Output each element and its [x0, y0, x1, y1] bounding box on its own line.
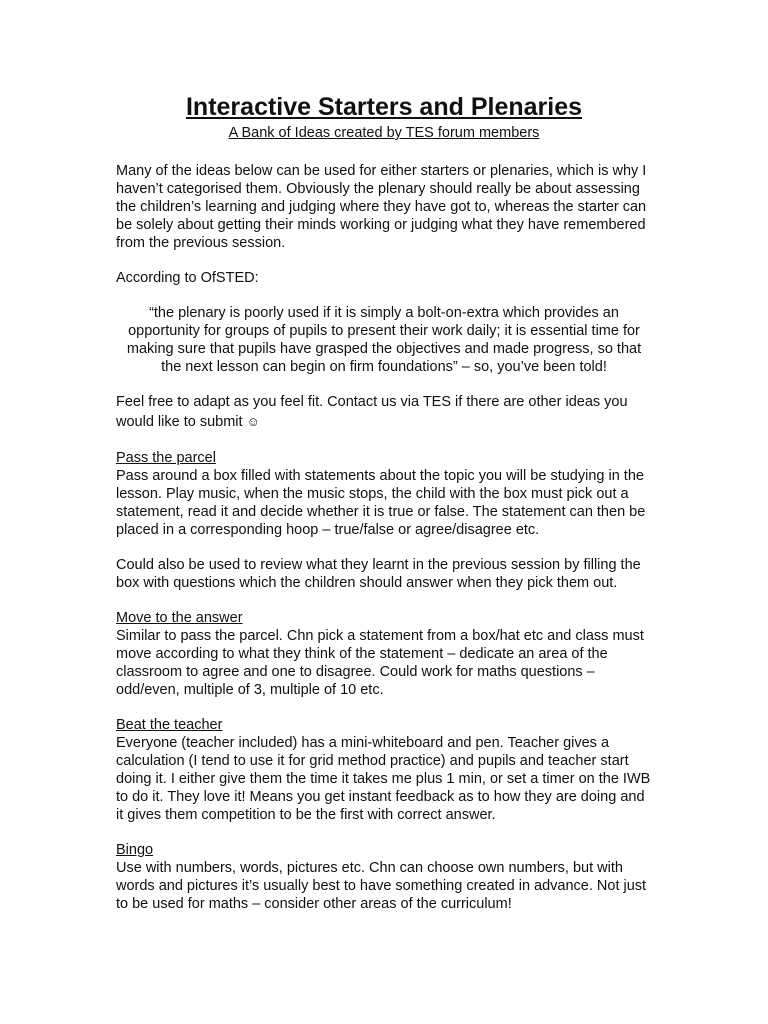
intro-paragraph: Many of the ideas below can be used for either starters or plenaries, which is why I haven’t categorised them. Obviously the plenary should really be about assessing the children’s learning and judging where they have got to, whereas the starter can be solely about getting their minds working or judging what they have remembered from the previous session.: [116, 163, 647, 251]
section-heading-bingo: Bingo: [116, 842, 154, 858]
section-paragraph: Pass around a box filled with statements about the topic you will be studying in the lesson. Play music, when the music stops, the child with the box must pick out a statement, read it and decide whether it is true or false. The statement can then be placed in a corresponding hoop – true/false or agree/disagree etc.: [116, 468, 646, 538]
section-paragraph: Could also be used to review what they learnt in the previous session by filling the box with questions which the children should answer when they pick them out.: [116, 557, 641, 591]
adapt-text: Feel free to adapt as you feel fit. Contact us via TES if there are other ideas you would like to submit: [116, 394, 628, 430]
ofsted-quote: “the plenary is poorly used if it is simply a bolt-on-extra which provides an opportunity for groups of pupils to present their work daily; it is essential time for making sure that pupils have grasped the objectives and made progress, so that the next lesson can begin on firm foundations” – so, you’ve been told!: [126, 305, 642, 375]
smiley-icon: ☺: [246, 414, 260, 429]
adapt-paragraph: [116, 393, 652, 432]
section-paragraph: Everyone (teacher included) has a mini-whiteboard and pen. Teacher gives a calculation (I tend to use it for grid method practice) and pupils and teacher start doing it. I either give them the time it takes me plus 1 min, or set a timer on the IWB to do it. They love it! Means you get instant feedback as to how they are doing and it gives them competition to be the first with correct answer.: [116, 735, 651, 823]
section-paragraph: Use with numbers, words, pictures etc. Chn can choose own numbers, but with words and pictures it’s usually best to have something created in advance. Not just to be used for maths – consider other areas of the curriculum!: [116, 860, 647, 912]
document-subtitle: A Bank of Ideas created by TES forum members: [228, 125, 540, 141]
section-paragraph: Similar to pass the parcel. Chn pick a statement from a box/hat etc and class must move according to what they think of the statement – dedicate an area of the classroom to agree and one to disagree. Could work for maths questions – odd/even, multiple of 3, multiple of 10 etc.: [116, 628, 644, 698]
document-title: Interactive Starters and Plenaries: [185, 93, 583, 121]
section-heading-beat-the-teacher: Beat the teacher: [116, 717, 223, 733]
ofsted-label: According to OfSTED:: [116, 270, 259, 286]
section-heading-pass-the-parcel: Pass the parcel: [116, 450, 216, 466]
section-heading-move-to-the-answer: Move to the answer: [116, 610, 243, 626]
